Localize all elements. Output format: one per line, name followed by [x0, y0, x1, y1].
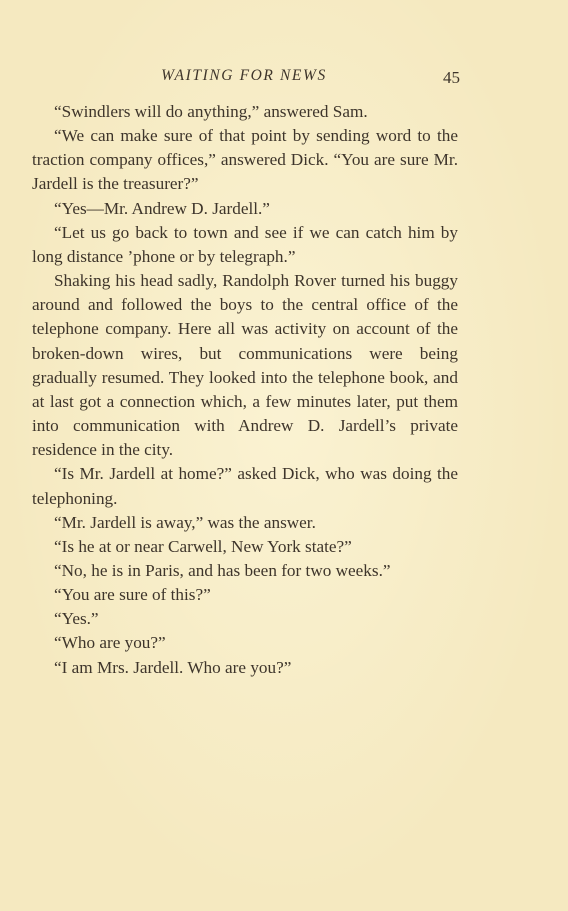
paragraph: “You are sure of this?” — [54, 585, 211, 605]
paragraph: “Let us go back to town and see if we can catch him by long distance ’phone or by telegraph.” — [32, 222, 458, 266]
body-text — [32, 100, 458, 680]
paragraph: “We can make sure of that point by sending word to the traction company offices,” answered Dick. “You are sure Mr. Jardell is the treasurer?” — [32, 126, 458, 194]
paragraph: “Yes—Mr. Andrew D. Jardell.” — [54, 198, 270, 218]
page-number: 45 — [443, 68, 460, 87]
paragraph: “Mr. Jardell is away,” was the answer. — [54, 512, 316, 532]
paragraph: “Swindlers will do anything,” answered Sam. — [54, 102, 368, 121]
paragraph: “No, he is in Paris, and has been for two weeks.” — [54, 560, 391, 580]
paragraph: “Who are you?” — [54, 633, 166, 653]
paragraph: “Is Mr. Jardell at home?” asked Dick, who was doing the telephoning. — [32, 464, 458, 508]
paragraph: “Is he at or near Carwell, New York state?” — [54, 536, 352, 556]
running-head-title: WAITING FOR NEWS — [161, 67, 327, 84]
paragraph: “I am Mrs. Jardell. Who are you?” — [54, 657, 292, 677]
paragraph: “Yes.” — [54, 609, 99, 629]
paragraph: Shaking his head sadly, Randolph Rover turned his buggy around and followed the boys to the central office of the telephone company. Here all was activity on account of the broken-down wires, but communications were being gradually resumed. They looked into the telephone book, and at last got a connection which, a few minutes later, put them into communication with Andrew D. Jardell’s private residence in the city. — [32, 271, 458, 460]
